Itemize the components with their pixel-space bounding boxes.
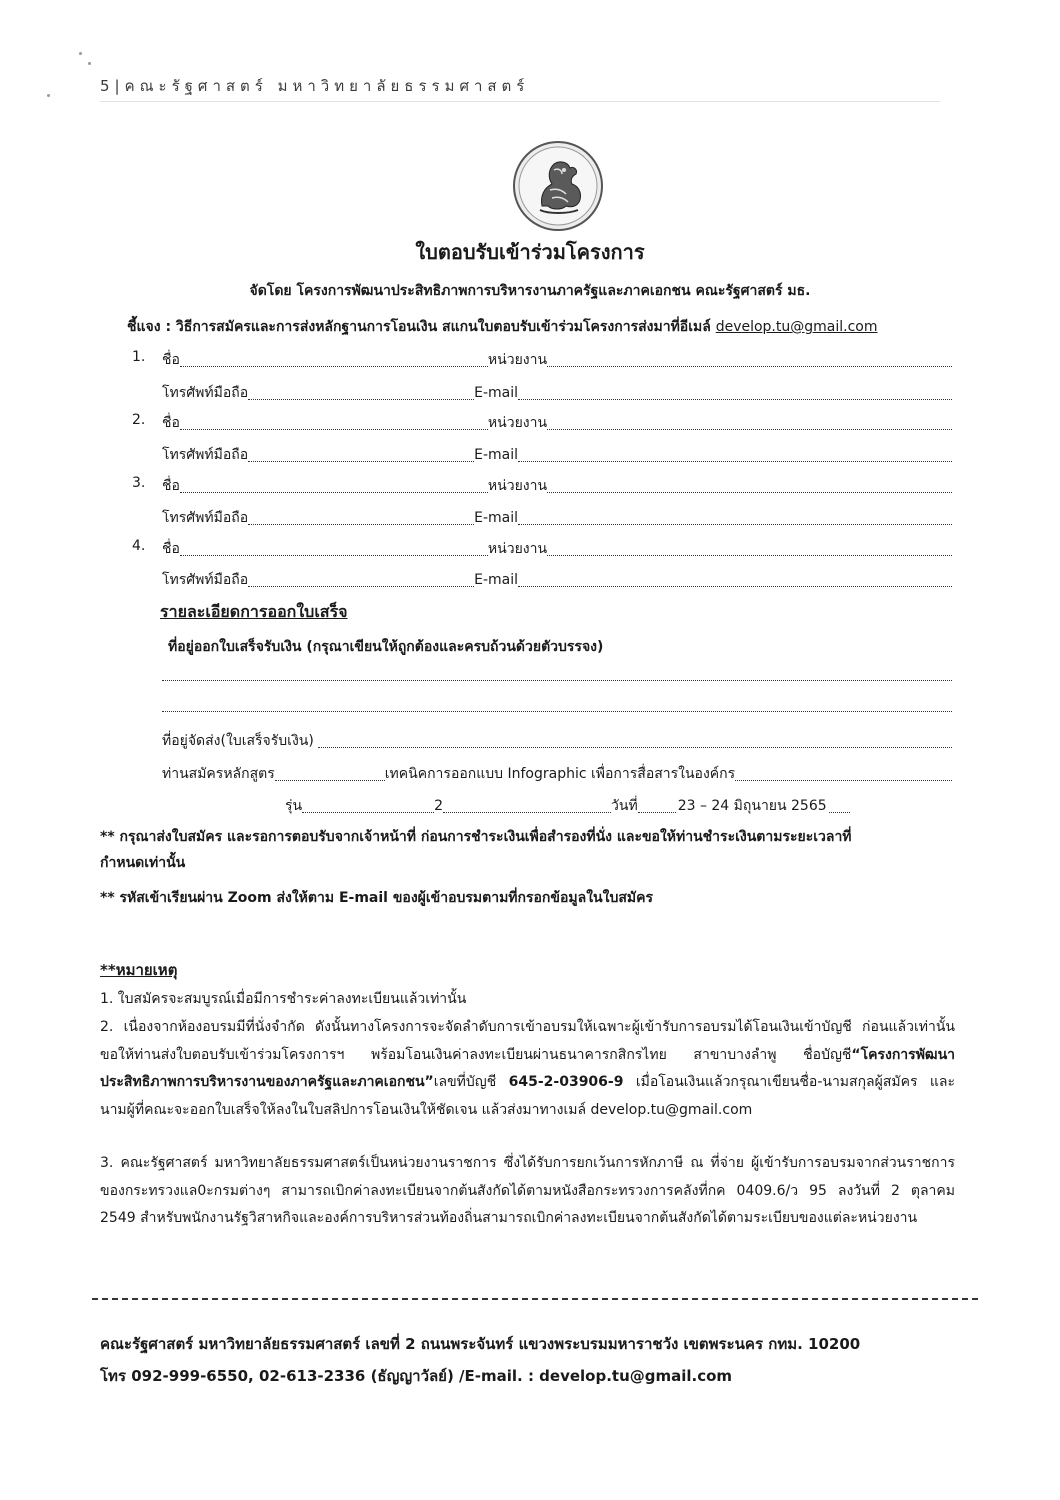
phone-label: โทรศัพท์มือถือ — [162, 572, 249, 588]
org-label: หน่วยงาน — [487, 415, 548, 431]
header-rule — [100, 101, 940, 102]
org-field[interactable] — [547, 492, 952, 493]
name-label: ชื่อ — [162, 541, 180, 557]
note-line-2: ** รหัสเข้าเรียนผ่าน Zoom ส่งให้ตาม E-mail ของผู้เข้าอบรมตามที่กรอกข้อมูลในใบสมัคร — [100, 890, 653, 906]
phone-field[interactable] — [248, 524, 474, 525]
email-label: E-mail — [474, 510, 519, 526]
batch-field-left[interactable] — [302, 812, 434, 813]
receipt-address-line[interactable] — [162, 711, 952, 712]
participant-number: 4. — [132, 538, 146, 554]
date-label: วันที่ — [611, 798, 638, 814]
shipping-address-field[interactable] — [318, 747, 952, 748]
batch-date-row — [285, 795, 850, 817]
thammasat-singha-seal-icon — [512, 140, 604, 232]
date-value: 23 – 24 มิถุนายน 2565 — [677, 798, 827, 814]
remarks-heading: **หมายเหตุ — [100, 961, 178, 979]
org-label: หน่วยงาน — [487, 352, 548, 368]
email-label: E-mail — [474, 385, 519, 401]
org-field[interactable] — [547, 366, 952, 367]
course-field[interactable] — [275, 780, 385, 781]
organizer-line: จัดโดย โครงการพัฒนาประสิทธิภาพการบริหารงานภาครัฐและภาคเอกชน คณะรัฐศาสตร์ มธ. — [249, 283, 811, 299]
name-field[interactable] — [180, 366, 488, 367]
page-header: 5|คณะรัฐศาสตร์ มหาวิทยาลัยธรรมศาสตร์ — [100, 77, 530, 95]
shipping-address-label: ที่อยู่จัดส่ง(ใบเสร็จรับเงิน) — [162, 733, 314, 749]
remark-item-3: 3. คณะรัฐศาสตร์ มหาวิทยาลัยธรรมศาสตร์เป็นหน่วยงานราชการ ซึ่งได้รับการยกเว้นการหักภาษี ณ ที่จ่าย ผู้เข้ารับการอบรมจากส่วนราชการของกระทรวงแล0ะกรมต่างๆ สามารถเบิกค่าลงทะเบียนจากต้นสังกัดได้ตามหนังสือกระทรวงการคลังที่กค 0409.6/ว 95 ลงวันที่ 2 ตุลาคม 2549 สำหรับพนักงานรัฐวิสาหกิจและองค์การบริหารส่วนท้องถิ่นสามารถเบิกค่าลงทะเบียนจากต้นสังกัดได้ตามระเบียบของแต่ละหน่วยงาน — [100, 1155, 955, 1226]
name-field[interactable] — [180, 429, 488, 430]
receipt-address-line[interactable] — [162, 680, 952, 681]
course-name: เทคนิคการออกแบบ Infographic เพื่อการสื่อสารในองค์กร — [384, 766, 736, 782]
scan-speck — [47, 94, 50, 97]
phone-field[interactable] — [248, 586, 474, 587]
name-label: ชื่อ — [162, 415, 180, 431]
participant-contact-row — [162, 444, 952, 466]
org-label: หน่วยงาน — [487, 478, 548, 494]
phone-field[interactable] — [248, 399, 474, 400]
name-label: ชื่อ — [162, 352, 180, 368]
batch-label: รุ่น — [285, 798, 303, 814]
name-field[interactable] — [180, 555, 488, 556]
phone-label: โทรศัพท์มือถือ — [162, 385, 249, 401]
email-label: E-mail — [474, 447, 519, 463]
remark-item-2-text-c: เมื่อโอนเงินแล้วกรุณาเขียนชื่อ-นามสกุลผู้สมัคร และนามผู้ที่คณะจะออกใบเสร็จให้ลงในใบสลิปการโอนเงินให้ชัดเจน แล้วส่งมาทางเมล์ develop.tu@gmail.com — [100, 1074, 955, 1118]
explanation-text: ชี้แจง : วิธีการสมัครและการส่งหลักฐานการโอนเงิน สแกนใบตอบรับเข้าร่วมโครงการส่งมาที่อีเมล์ — [127, 319, 716, 335]
participant-name-row — [162, 538, 952, 560]
scan-speck — [88, 62, 91, 65]
batch-value: 2 — [434, 798, 444, 814]
note-line-1: ** กรุณาส่งใบสมัคร และรอการตอบรับจากเจ้าหน้าที่ ก่อนการชำระเงินเพื่อสำรองที่นั่ง และขอให้ท่านชำระเงินตามระยะเวลาที่ — [100, 829, 852, 845]
phone-field[interactable] — [248, 461, 474, 462]
remark-item-2 — [100, 1014, 955, 1124]
remark-item-1: 1. ใบสมัครจะสมบูรณ์เมื่อมีการชำระค่าลงทะเบียนแล้วเท่านั้น — [100, 991, 467, 1007]
receipt-address-label: ที่อยู่ออกใบเสร็จรับเงิน (กรุณาเขียนให้ถูกต้องและครบถ้วนด้วยตัวบรรจง) — [168, 639, 604, 655]
name-label: ชื่อ — [162, 478, 180, 494]
email-label: E-mail — [474, 572, 519, 588]
email-field[interactable] — [518, 524, 952, 525]
date-field-left[interactable] — [638, 812, 676, 813]
participant-contact-row — [162, 507, 952, 529]
receipt-section-heading: รายละเอียดการออกใบเสร็จ — [160, 602, 348, 621]
remark-account-name: “โครงการพัฒนาประสิทธิภาพการบริหารงานของภาครัฐและภาคเอกชน” — [100, 1046, 955, 1090]
participant-name-row — [162, 412, 952, 434]
course-row — [162, 763, 952, 785]
phone-label: โทรศัพท์มือถือ — [162, 447, 249, 463]
name-field[interactable] — [180, 492, 488, 493]
course-label: ท่านสมัครหลักสูตร — [162, 766, 275, 782]
scan-speck — [79, 52, 82, 55]
email-field[interactable] — [518, 461, 952, 462]
org-label: หน่วยงาน — [487, 541, 548, 557]
org-field[interactable] — [547, 555, 952, 556]
cut-line — [92, 1298, 978, 1300]
explanation-line — [127, 316, 877, 338]
remark-item-2-text-a: 2. เนื่องจากห้องอบรมมีที่นั่งจำกัด ดังนั้นทางโครงการจะจัดลำดับการเข้าอบรมให้เฉพาะผู้เข้ารับการอบรมได้โอนเงินเข้าบัญชี ก่อนแล้วเท่านั้น ขอให้ท่านส่งใบตอบรับเข้าร่วมโครงการฯ พร้อมโอนเงินค่าลงทะเบียนผ่านธนาคารกสิกรไทย สาขาบางลำพู ชื่อบัญชี — [100, 1019, 955, 1063]
org-field[interactable] — [547, 429, 952, 430]
shipping-address-row — [162, 730, 952, 752]
remark-account-number: 645-2-03906-9 — [508, 1074, 624, 1090]
participant-number: 3. — [132, 475, 146, 491]
participant-name-row — [162, 475, 952, 497]
email-field[interactable] — [518, 399, 952, 400]
phone-label: โทรศัพท์มือถือ — [162, 510, 249, 526]
footer-address: คณะรัฐศาสตร์ มหาวิทยาลัยธรรมศาสตร์ เลขที่ 2 ถนนพระจันทร์ แขวงพระบรมมหาราชวัง เขตพระนคร กทม. 10200 — [100, 1335, 861, 1353]
participant-contact-row — [162, 569, 952, 591]
date-field-right[interactable] — [829, 812, 850, 813]
email-field[interactable] — [518, 586, 952, 587]
participant-number: 1. — [132, 349, 146, 365]
participant-number: 2. — [132, 412, 146, 428]
note-line-1-cont: กำหนดเท่านั้น — [100, 855, 186, 871]
course-trailing-field[interactable] — [735, 780, 952, 781]
footer-contact: โทร 092-999-6550, 02-613-2336 (ธัญญาวัลย์) /E-mail. : develop.tu@gmail.com — [100, 1367, 733, 1385]
participant-name-row — [162, 349, 952, 371]
explanation-email-link[interactable]: develop.tu@gmail.com — [715, 319, 878, 335]
remark-item-2-text-b: เลขที่บัญชี — [433, 1074, 509, 1090]
batch-field-right[interactable] — [443, 812, 611, 813]
participant-contact-row — [162, 382, 952, 404]
form-title: ใบตอบรับเข้าร่วมโครงการ — [415, 240, 645, 264]
